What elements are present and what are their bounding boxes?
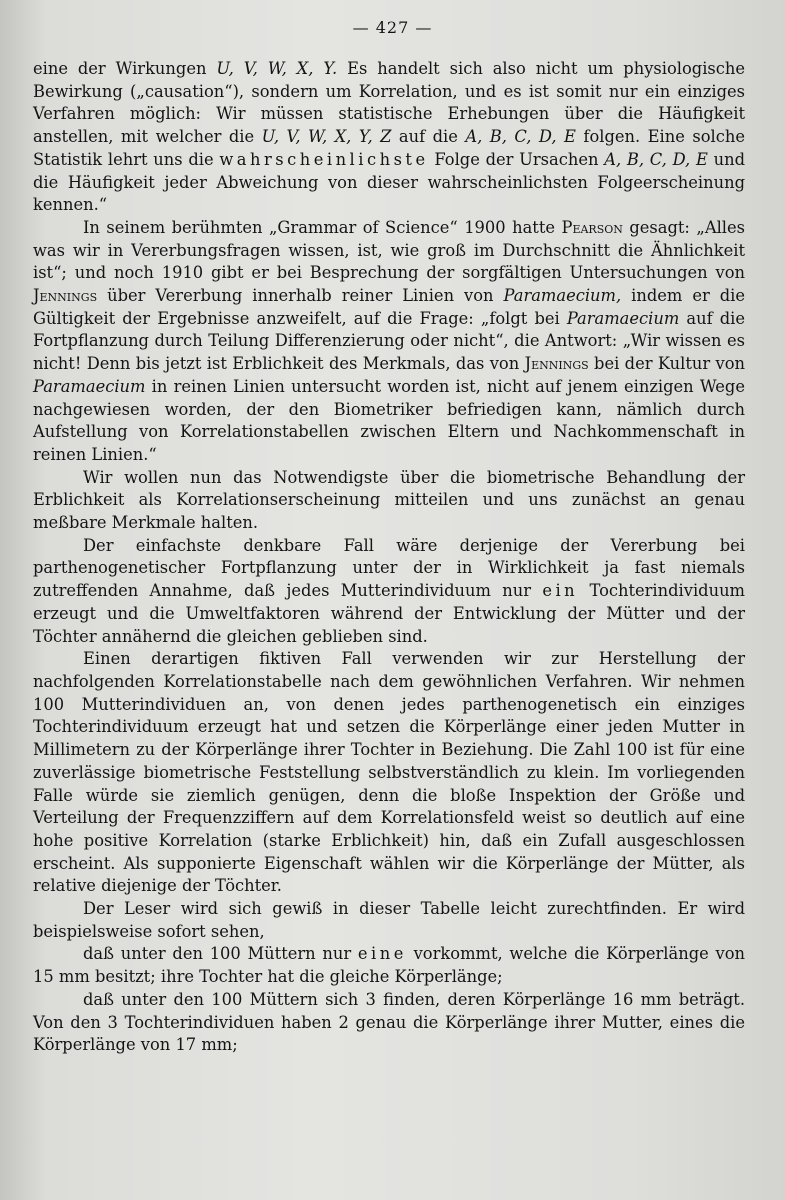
text-run: folgen. Eine solche Statistik lehrt uns die — [33, 127, 745, 169]
text-run: Tochterindividuum erzeugt und die Umweltfaktoren während der Entwicklung der Mütter und der Töchter annähernd die gleichen geblieben sind. — [33, 581, 745, 646]
text-run: auf die Fortpflanzung durch Teilung Differenzierung oder nicht“, die Antwort: „Wir wissen es nicht! Denn bis jetzt ist Erblichkeit des Merkmals, das von — [33, 308, 745, 374]
text-run: auf die — [391, 127, 466, 147]
spaced-emphasis: eine — [357, 944, 407, 964]
paragraph — [33, 648, 745, 898]
text-run: Wir wollen nun das Notwendigste über die biometrische Behandlung der Erblichkeit als Korrelationserscheinung mitteilen und uns zunächst an genau meßbare Merkmale halten. — [33, 467, 745, 533]
paragraph — [33, 58, 745, 217]
text-run: und die Häufigkeit jeder Abweichung von dieser wahrscheinlichsten Folgeerscheinung kennen.“ — [33, 149, 745, 215]
text-run: bei der Kultur von — [588, 354, 745, 374]
paragraph — [33, 467, 745, 535]
text-run: indem er die Gültigkeit der Ergebnisse anzweifelt, auf die Frage: „folgt bei — [33, 286, 745, 328]
text-run: in reinen Linien untersucht worden ist, nicht auf jenem einzigen Wege nachgewiesen worden, der den Biometriker befriedigen kann, nämlich durch Aufstellung von Korrelationstabellen zwischen Eltern und Nachkommenschaft in reinen Linien.“ — [33, 376, 745, 464]
spaced-emphasis: ein — [542, 581, 579, 601]
spaced-emphasis: wahrscheinlichste — [219, 149, 429, 169]
italic-text: A, B, C, D, E — [465, 127, 576, 147]
text-run: Der Leser wird sich gewiß in dieser Tabelle leicht zurechtfinden. Er wird beispielsweise sofort sehen, — [33, 899, 745, 941]
author-name: Jennings — [33, 286, 98, 306]
text-run: daß unter den 100 Müttern sich 3 finden, deren Körperlänge 16 mm beträgt. Von den 3 Tochterindividuen haben 2 genau die Körperlänge ihrer Mutter, eines die Körperlänge von 17 mm; — [33, 989, 745, 1055]
text-run: vorkommt, welche die Körperlänge von 15 mm besitzt; ihre Tochter hat die gleiche Körperlänge; — [33, 944, 745, 987]
text-run: Folge der Ursachen — [428, 149, 605, 169]
text-run: In seinem berühmten „Grammar of Science“ 1900 hatte — [83, 217, 562, 237]
text-run: über Vererbung innerhalb reiner Linien von — [97, 286, 504, 306]
italic-text: Paramaecium — [566, 308, 680, 328]
paragraph — [33, 943, 745, 988]
author-name: Pearson — [561, 217, 623, 237]
text-run: daß unter den 100 Müttern nur — [83, 944, 358, 964]
text-run: Der einfachste denkbare Fall wäre derjenige der Vererbung bei parthenogenetischer Fortpflanzung unter der in Wirklichkeit ja fast niemals zutreffenden Annahme, daß jedes Mutterindividuum nur — [33, 535, 745, 601]
italic-text: U, V, W, X, Y, Z — [261, 127, 392, 147]
italic-text: U, V, W, X, Y. — [216, 59, 338, 78]
text-run: Es handelt sich also nicht um physiologische Bewirkung („causation“), sondern um Korrelation, und es ist somit nur ein einziges Verfahren möglich: Wir müssen statistische Erhebungen über die Häufigkeit anstellen, mit welcher die — [33, 59, 745, 147]
page-number: — 427 — — [352, 18, 433, 37]
paragraph — [33, 217, 745, 467]
text-run: eine der Wirkungen — [33, 59, 217, 78]
italic-text: Paramaecium, — [503, 286, 622, 306]
text-run: gesagt: „Alles was wir in Vererbungsfragen wissen, ist, wie groß im Durchschnitt die Ähnlichkeit ist“; und noch 1910 gibt er bei Besprechung der sorgfältigen Untersuchungen von — [33, 217, 745, 283]
italic-text: A, B, C, D, E — [604, 149, 708, 169]
italic-text: Paramaecium — [33, 376, 146, 396]
paragraph — [33, 989, 745, 1057]
body-text — [33, 58, 745, 1057]
author-name: Jennings — [524, 354, 589, 374]
paragraph — [33, 898, 745, 943]
paragraph — [33, 535, 745, 649]
text-run: Einen derartigen fiktiven Fall verwenden wir zur Herstellung der nachfolgenden Korrelationstabelle nach dem gewöhnlichen Verfahren. Wir nehmen 100 Mutterindividuen an, von denen jedes parthenogenetisch ein einziges Tochterindividuum erzeugt hat und setzen die Körperlänge einer jeden Mutter in Millimetern zu der Körperlänge ihrer Tochter in Beziehung. Die Zahl 100 ist für eine zuverlässige biometrische Feststellung selbstverständlich zu klein. Im vorliegenden Falle würde sie ziemlich genügen, denn die bloße Inspektion der Größe und Verteilung der Frequenzziffern auf dem Korrelationsfeld weist so deutlich auf eine hohe positive Korrelation (starke Erblichkeit) hin, daß ein Zufall ausgeschlossen erscheint. Als supponierte Eigenschaft wählen wir die Körperlänge der Mütter, als relative diejenige der Töchter. — [33, 649, 745, 896]
